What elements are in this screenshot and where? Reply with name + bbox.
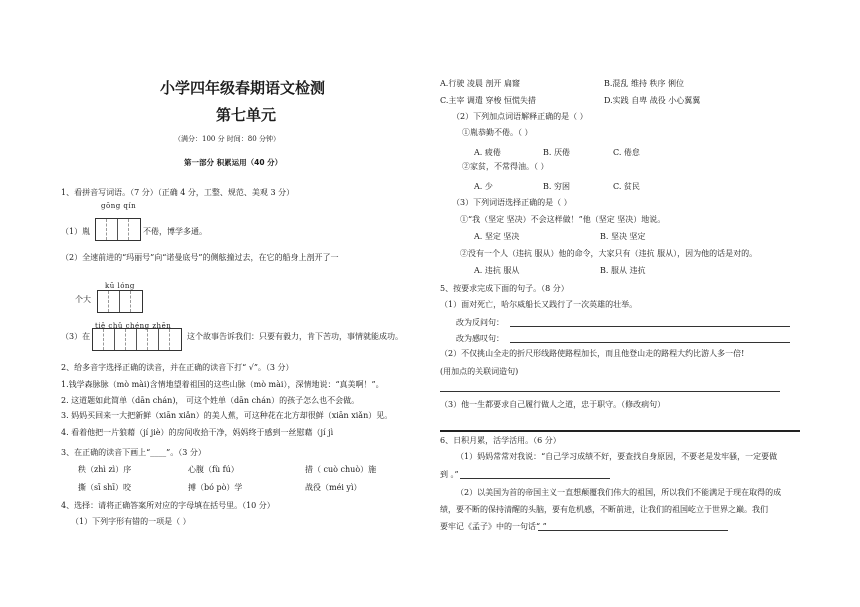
q2-heading: 2、给多音字选择正确的读音，并在正确的读音下打“ √”。（3 分） <box>61 363 294 372</box>
q4-3-sub-1-opt-b: B. 坚决 坚定 <box>600 232 646 241</box>
q5-heading: 5、按要求完成下面的句子。（8 分） <box>440 284 569 293</box>
q5-2-answer-line[interactable] <box>440 391 780 392</box>
q1-answer-grid-3[interactable] <box>92 328 182 351</box>
q1-s2-prefix: 个大 <box>75 295 91 304</box>
q5-1-rhetorical-label: 改为反问句： <box>456 318 504 327</box>
q4-2-sub-2-opt-c: C. 贫民 <box>613 182 640 191</box>
q1-s1-prefix: （1）胤 <box>61 227 91 236</box>
q5-1-rhetorical-answer-line[interactable] <box>510 326 790 327</box>
q6-2-text-3: 要牢记《孟子》中的一句话“ ” <box>440 522 547 531</box>
q1-pinyin-2: kū lóng <box>105 282 135 290</box>
q1-s2-text: （2）全速前进的“玛丽号”向“诺曼底号”的侧舷撞过去，在它的船身上剖开了一 <box>61 253 339 262</box>
q4-2-question: （2）下列加点词语解释正确的是（ ） <box>452 112 588 121</box>
q1-pinyin-3: tiě chǔ chéng zhēn <box>95 322 172 330</box>
q3-r2-c2: 搏（bó pò）学 <box>188 483 243 492</box>
q1-s1-suffix: 不倦，博学多通。 <box>143 227 207 236</box>
q4-1-option-d: D.实践 自卑 战役 小心翼翼 <box>604 96 701 105</box>
q4-2-sub-1: ①胤恭勤不倦。（ ） <box>462 128 533 137</box>
q6-2-text-2: 绩，要不断的保持清醒的头脑，要有危机感，不断前进，让我们的祖国屹立于世界之巅。我们 <box>440 505 768 514</box>
q1-s3-suffix: 这个故事告诉我们：只要有毅力，肯下苦功，事情就能成功。 <box>187 332 403 341</box>
q4-heading: 4、选择：请将正确答案所对应的字母填在括号里。（10 分） <box>61 501 275 510</box>
q4-2-sub-1-opt-b: B. 厌倦 <box>543 148 570 157</box>
unit-title: 第七单元 <box>216 106 277 124</box>
section-divider <box>440 430 800 432</box>
q4-3-question: （3）下列词语选择正确的是（ ） <box>452 198 572 207</box>
q4-1-option-c: C.主宰 调遣 穿梭 恒慌失措 <box>440 96 537 105</box>
q6-heading: 6、日积月累，活学活用。（6 分） <box>440 436 561 445</box>
q4-3-sub-2-opt-b: B. 服从 违抗 <box>600 266 646 275</box>
q4-3-sub-1: ①“我（坚定 坚决）不会这样做！”他（坚定 坚决）地说。 <box>460 215 666 224</box>
q3-r1-c2: 心腹（fù fú） <box>188 465 239 474</box>
q4-3-sub-2: ②没有一个人（违抗 服从）他的命令，大家只有（违抗 服从），因为他的话是对的。 <box>460 249 758 258</box>
q4-1-question: （1）下列字形有错的一项是（ ） <box>71 517 191 526</box>
q4-2-sub-2-opt-b: B. 穷困 <box>543 182 570 191</box>
q3-r2-c3: 战役（méi yì） <box>305 483 362 492</box>
q3-heading: 3、在正确的读音下画上“____”。（3 分） <box>61 448 206 457</box>
q6-2-text-1: （2）以美国为首的帝国主义一直想颠覆我们伟大的祖国，所以我们不能满足于现在取得的成 <box>456 488 782 497</box>
q2-item-4: 4. 看着他把一片狼藉（jí jiè）的房间收拾干净，妈妈终于感到一丝慰藉（jí jì <box>61 428 334 437</box>
exam-meta: （满分：100 分 时间：80 分钟） <box>174 135 280 143</box>
part1-heading: 第一部分 积累运用（40 分） <box>184 158 283 167</box>
q3-r1-c1: 秩（zhì zì）序 <box>78 465 132 474</box>
q3-r1-c3: 措（ cuò chuò）施 <box>305 465 377 474</box>
q4-2-sub-1-opt-a: A. 疲倦 <box>474 148 501 157</box>
q2-item-3: 3. 妈妈买回来一大把新鲜（xiān xiǎn）的美人蕉，可这种花在北方却很鲜（xiān xiǎn）见。 <box>61 411 393 420</box>
q4-2-sub-2-opt-a: A. 少 <box>474 182 493 191</box>
q1-s3-prefix: （3）在 <box>61 332 91 341</box>
q1-answer-grid-1[interactable] <box>95 218 141 241</box>
q4-1-option-a: A.行驶 凌晨 剖开 扁窿 <box>440 79 520 88</box>
q5-3-sentence: （3）他一生都要求自己履行做人之道，忠于职守。（修改病句） <box>440 400 666 409</box>
q5-2-instruction: (用加点的关联词造句) <box>440 367 519 376</box>
q6-1-text: （1）妈妈常常对我说：“自己学习成绩不好，要查找自身原因，不要老是发牢骚，一定要做 <box>456 452 778 461</box>
q6-1-text-end: 到 。” <box>440 470 459 479</box>
q6-2-answer-line[interactable] <box>538 530 728 531</box>
q3-r2-c1: 撕（sī shī）咬 <box>78 483 132 492</box>
q4-3-sub-2-opt-a: A. 违抗 服从 <box>474 266 520 275</box>
q5-1-sentence: （1）面对死亡，哈尔威船长又践行了一次英雄的壮举。 <box>440 300 638 309</box>
q4-2-sub-1-opt-c: C. 倦怠 <box>613 148 640 157</box>
q4-2-sub-2: ②家贫，不常得油。（ ） <box>462 162 549 171</box>
q2-item-2: 2. 这道题如此简单（dān chán)， 可这个姓单（dān chán）的孩子怎么也不会做。 <box>61 396 360 405</box>
q1-answer-grid-2[interactable] <box>97 290 143 313</box>
q2-item-1: 1.钱学森脉脉（mò mài)含情地望着祖国的这些山脉（mò mài），深情地说：“真美啊！”。 <box>61 380 384 389</box>
q5-1-exclamatory-label: 改为感叹句： <box>456 334 504 343</box>
q4-1-option-b: B.混乱 维持 秩序 俐位 <box>604 79 685 88</box>
q4-3-sub-1-opt-a: A. 坚定 坚决 <box>474 232 520 241</box>
q5-1-exclamatory-answer-line[interactable] <box>510 342 790 343</box>
q5-2-sentence: （2）不仅挑山全走的折尺形线路使路程加长，而且他登山走的路程大约比游人多一倍! <box>440 349 745 358</box>
q6-1-answer-line[interactable] <box>460 478 610 479</box>
exam-title: 小学四年级春期语文检测 <box>160 79 326 97</box>
q1-pinyin-1: gōng qín <box>101 202 137 210</box>
q1-heading: 1、看拼音写词语。（7 分）（正确 4 分，工整、规范、美观 3 分） <box>61 188 295 197</box>
